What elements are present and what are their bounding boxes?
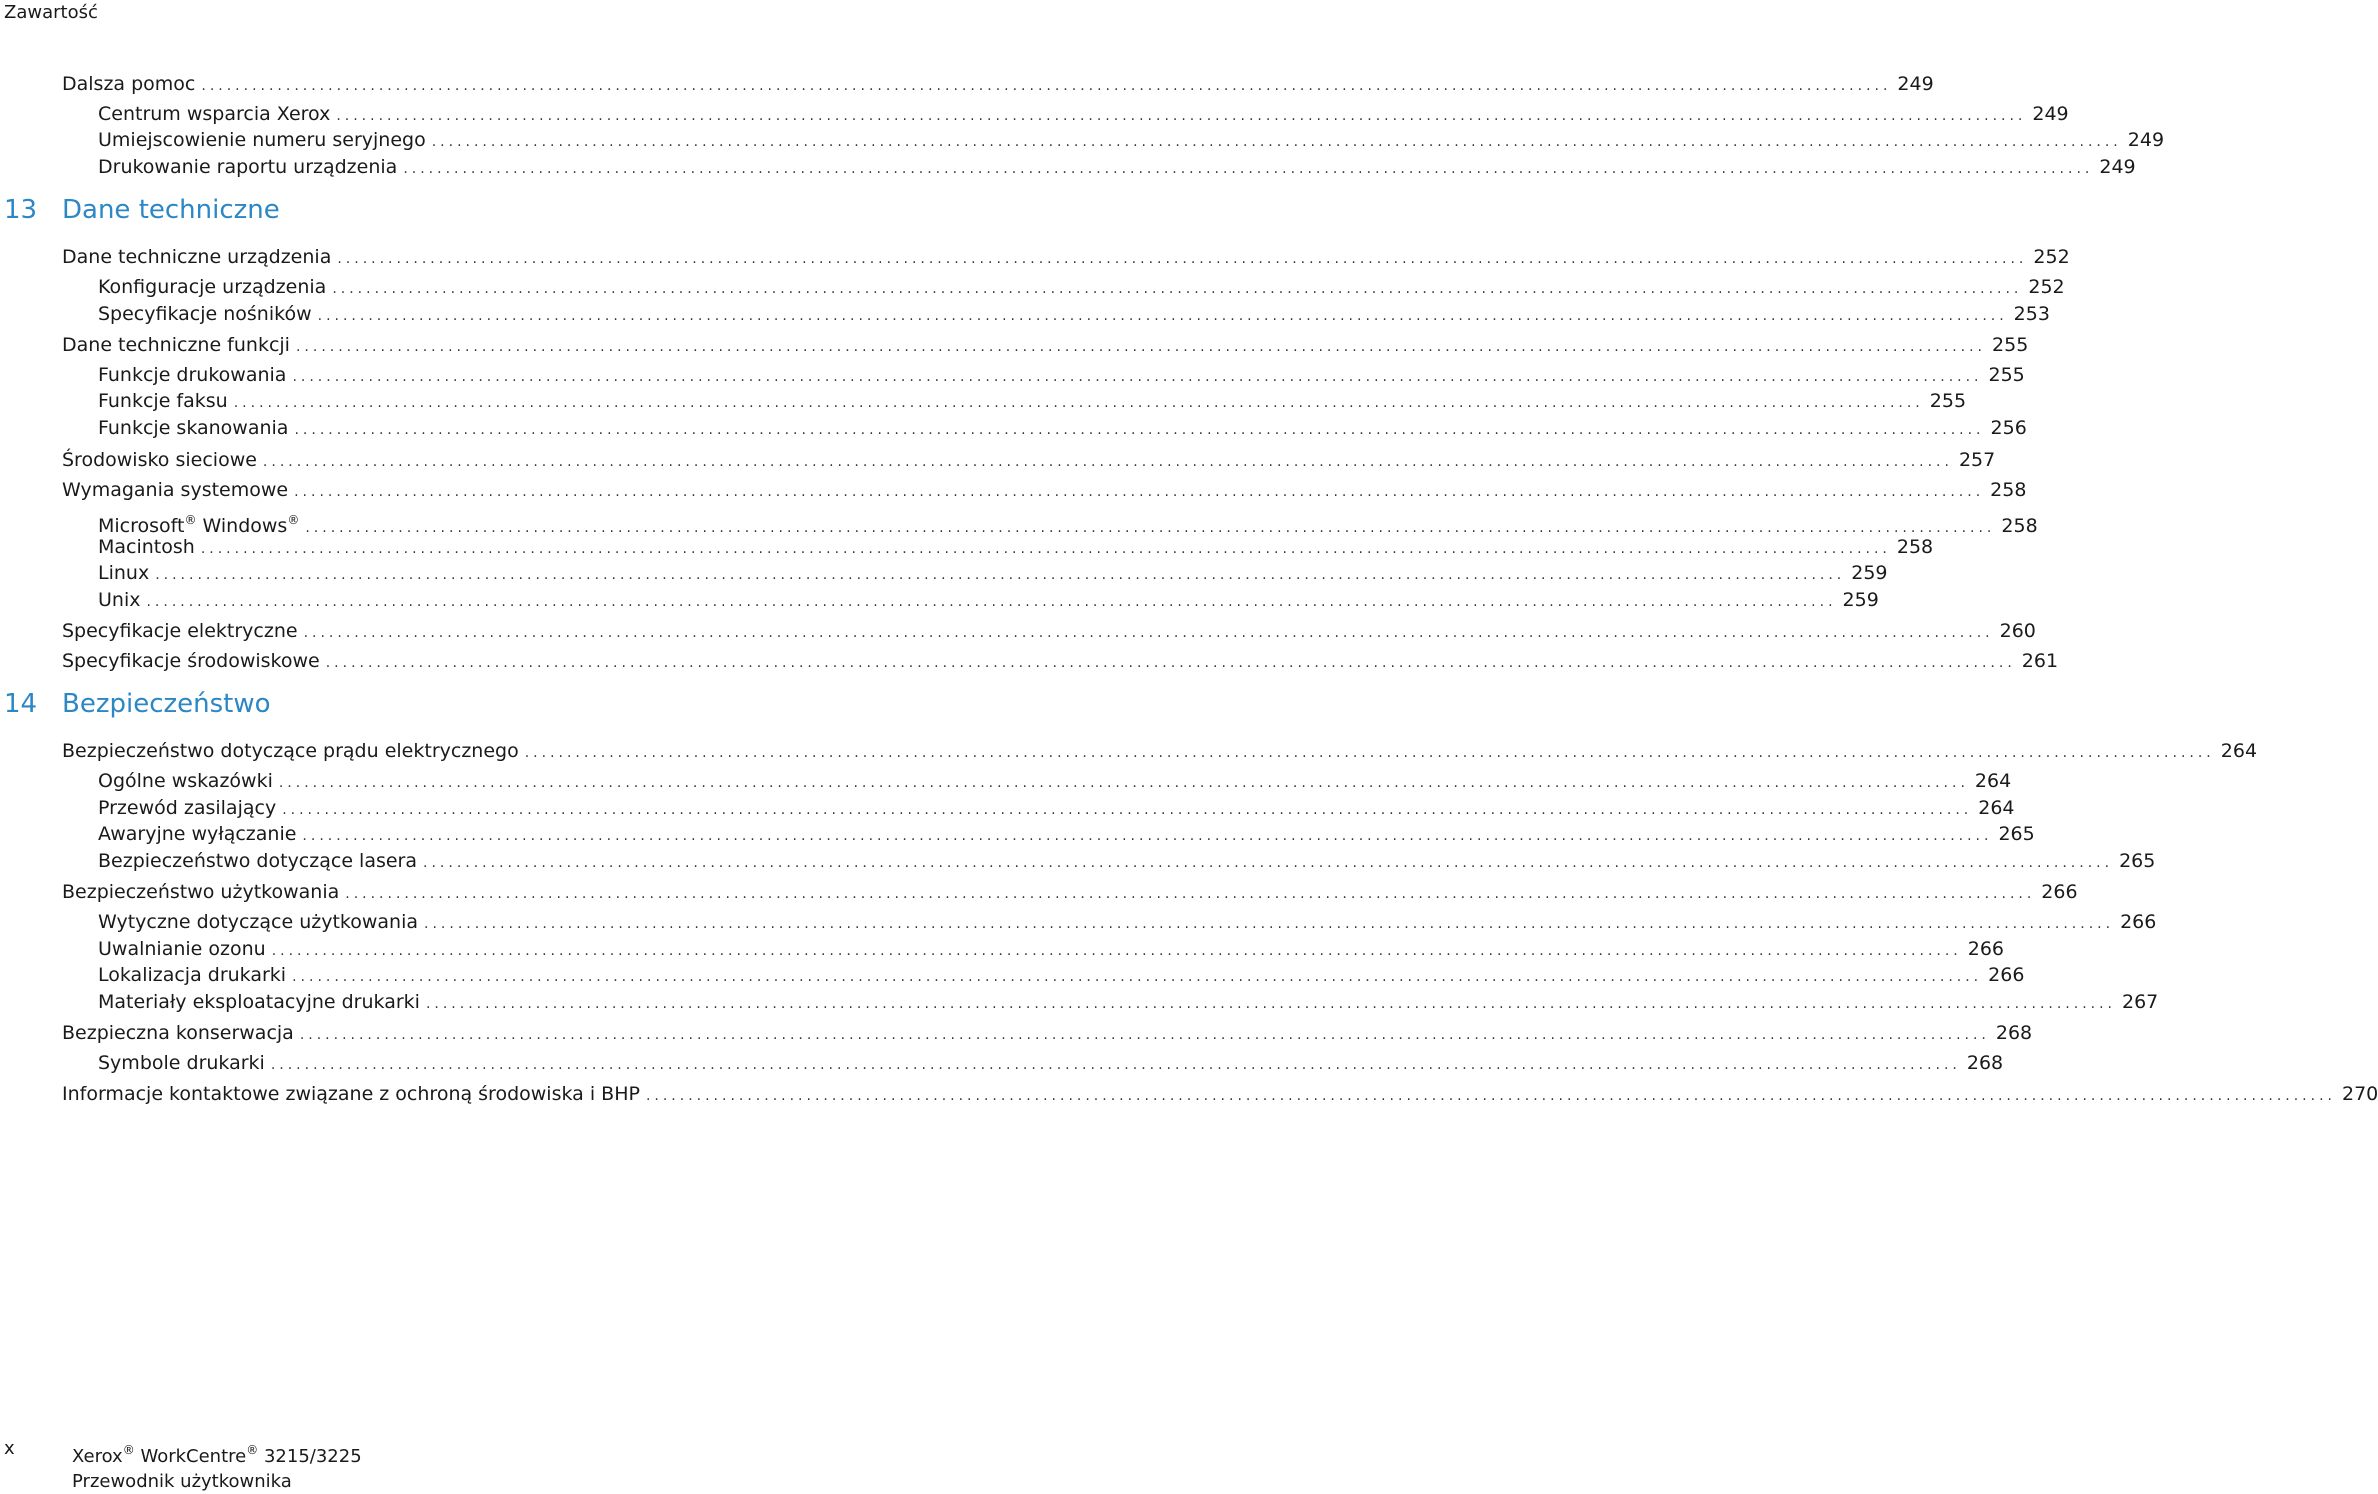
toc-entry-page: 257 xyxy=(1958,449,1996,471)
page-number: x xyxy=(4,1438,15,1459)
leader-dots: ........................................................................................................................................................................................................ xyxy=(345,886,2036,902)
toc-entry[interactable] xyxy=(62,245,2070,271)
leader-dots: ........................................................................................................................................................................................................ xyxy=(299,1027,1990,1043)
leader-dots: ........................................................................................................................................................................................................ xyxy=(200,541,1891,557)
toc-entry-page: 249 xyxy=(2099,156,2136,178)
leader-dots: ........................................................................................................................................................................................................ xyxy=(270,1057,1961,1073)
toc-entry-title: Umiejscowienie numeru seryjnego xyxy=(98,129,426,151)
toc-entry-page: 252 xyxy=(2033,246,2070,268)
toc-entry-page: 252 xyxy=(2028,276,2065,298)
toc-entry-title: Unix xyxy=(98,589,141,611)
toc-entry-page: 270 xyxy=(2341,1083,2378,1105)
toc-entry-title: Ogólne wskazówki xyxy=(98,770,273,792)
toc-entry-page: 268 xyxy=(1995,1022,2033,1044)
toc-entry[interactable] xyxy=(98,937,2005,963)
toc-entry-title: Funkcje drukowania xyxy=(98,364,287,386)
registered-mark: ® xyxy=(122,1443,135,1457)
toc-entry-title: Drukowanie raportu urządzenia xyxy=(98,156,398,178)
toc-entry-page: 255 xyxy=(1988,364,2025,386)
toc-entry[interactable] xyxy=(98,155,2136,181)
toc-entry[interactable] xyxy=(62,478,2027,504)
registered-mark: ® xyxy=(287,513,300,527)
leader-dots: ........................................................................................................................................................................................................ xyxy=(303,625,1994,641)
toc-entry-page: 266 xyxy=(1967,938,2005,960)
toc-entry-page: 259 xyxy=(1842,589,1879,611)
toc-entry[interactable] xyxy=(98,796,2015,822)
toc-entry-title: Uwalnianie ozonu xyxy=(98,938,266,960)
footer-product xyxy=(72,1438,362,1494)
toc-entry-page: 259 xyxy=(1851,562,1888,584)
toc-entry-title: Specyfikacje elektryczne xyxy=(62,620,298,642)
toc-entry-title: Specyfikacje nośników xyxy=(98,303,312,325)
toc-entry-page: 258 xyxy=(2001,515,2038,537)
toc-entry-title: Lokalizacja drukarki xyxy=(98,964,287,986)
toc-entry-title: Środowisko sieciowe xyxy=(62,449,257,471)
toc-entry-title: Bezpieczna konserwacja xyxy=(62,1022,294,1044)
leader-dots: ........................................................................................................................................................................................................ xyxy=(524,745,2215,761)
toc-entry-page: 266 xyxy=(2041,881,2078,903)
leader-dots: ........................................................................................................................................................................................................ xyxy=(201,78,1892,94)
toc-entry-title: Specyfikacje środowiskowe xyxy=(62,650,320,672)
toc-entry-page: 255 xyxy=(1929,390,1967,412)
leader-dots: ........................................................................................................................................................................................................ xyxy=(424,916,2115,932)
footer-brand: Xerox xyxy=(72,1446,123,1467)
toc-entry-title: Dalsza pomoc xyxy=(62,73,196,95)
toc-entry[interactable] xyxy=(98,363,2025,389)
toc-entry[interactable] xyxy=(98,535,1934,561)
toc-entry[interactable] xyxy=(98,963,2025,989)
toc-entry[interactable] xyxy=(62,880,2078,906)
toc-entry-title: Przewód zasilający xyxy=(98,797,277,819)
leader-dots: ........................................................................................................................................................................................................ xyxy=(262,454,1953,470)
toc-entry[interactable] xyxy=(98,910,2157,936)
leader-dots: ........................................................................................................................................................................................................ xyxy=(294,422,1985,438)
toc-entry-page: 249 xyxy=(2127,129,2165,151)
toc-entry-page: 256 xyxy=(1990,417,2027,439)
footer-subtitle: Przewodnik użytkownika xyxy=(72,1471,292,1492)
leader-dots: ........................................................................................................................................................................................................ xyxy=(271,943,1962,959)
toc-entry[interactable] xyxy=(62,1082,2378,1108)
toc-entry[interactable] xyxy=(98,416,2027,442)
toc-entry[interactable] xyxy=(98,849,2156,875)
leader-dots: ........................................................................................................................................................................................................ xyxy=(233,395,1924,411)
toc-entry[interactable] xyxy=(98,389,1967,415)
running-header: Zawartość xyxy=(4,2,98,23)
toc-entry-page: 249 xyxy=(2032,103,2069,125)
toc-entry[interactable] xyxy=(98,102,2069,128)
toc-entry-title-part: Windows xyxy=(202,515,288,537)
toc-entry-title: Dane techniczne urządzenia xyxy=(62,246,332,268)
toc-entry-title: Wymagania systemowe xyxy=(62,479,289,501)
toc-entry[interactable] xyxy=(98,275,2065,301)
toc-entry-title: Linux xyxy=(98,562,150,584)
toc-entry-page: 264 xyxy=(1974,770,2012,792)
toc-entry-title: Awaryjne wyłączanie xyxy=(98,823,297,845)
toc-entry[interactable] xyxy=(62,739,2258,765)
leader-dots: ........................................................................................................................................................................................................ xyxy=(425,996,2116,1012)
toc-entry-page: 267 xyxy=(2122,991,2159,1013)
leader-dots: ........................................................................................................................................................................................................ xyxy=(278,775,1969,791)
registered-mark: ® xyxy=(246,1443,259,1457)
toc-entry-title: Informacje kontaktowe związane z ochroną środowiska i BHP xyxy=(62,1083,640,1105)
toc-entry-page: 265 xyxy=(2119,850,2156,872)
leader-dots: ........................................................................................................................................................................................................ xyxy=(146,594,1837,610)
chapter-heading[interactable] xyxy=(4,688,271,720)
leader-dots: ........................................................................................................................................................................................................ xyxy=(155,567,1846,583)
toc-entry-page: 261 xyxy=(2021,650,2059,672)
leader-dots: ........................................................................................................................................................................................................ xyxy=(403,161,2094,177)
leader-dots: ........................................................................................................................................................................................................ xyxy=(302,828,1993,844)
leader-dots: ........................................................................................................................................................................................................ xyxy=(332,281,2023,297)
chapter-heading[interactable] xyxy=(4,194,280,226)
toc-entry-title: Konfiguracje urządzenia xyxy=(98,276,327,298)
toc-entry[interactable] xyxy=(62,619,2036,645)
toc-entry-title: Dane techniczne funkcji xyxy=(62,334,290,356)
toc-entry[interactable] xyxy=(98,302,2050,328)
leader-dots: ........................................................................................................................................................................................................ xyxy=(325,655,2016,671)
toc-entry[interactable] xyxy=(98,822,2035,848)
leader-dots: ........................................................................................................................................................................................................ xyxy=(292,369,1983,385)
toc-entry-title: Wytyczne dotyczące użytkowania xyxy=(98,911,419,933)
leader-dots: ........................................................................................................................................................................................................ xyxy=(305,520,1996,536)
toc-entry-title: Symbole drukarki xyxy=(98,1052,265,1074)
leader-dots: ........................................................................................................................................................................................................ xyxy=(282,802,1973,818)
toc-entry-page: 249 xyxy=(1897,73,1934,95)
toc-entry-page: 258 xyxy=(1990,479,2027,501)
footer-product-name: WorkCentre xyxy=(140,1446,247,1467)
leader-dots: ........................................................................................................................................................................................................ xyxy=(317,308,2008,324)
leader-dots: ........................................................................................................................................................................................................ xyxy=(295,339,1987,355)
toc-entry-title: Funkcje faksu xyxy=(98,390,228,412)
leader-dots: ........................................................................................................................................................................................................ xyxy=(431,134,2122,150)
toc-entry-title: Macintosh xyxy=(98,536,195,558)
toc-entry[interactable] xyxy=(98,588,1879,614)
toc-entry-page: 264 xyxy=(2220,740,2258,762)
toc-entry-title: Bezpieczeństwo użytkowania xyxy=(62,881,340,903)
toc-entry-page: 266 xyxy=(1988,964,2025,986)
registered-mark: ® xyxy=(184,513,197,527)
toc-entry[interactable] xyxy=(98,1051,2004,1077)
toc-entry-title: Centrum wsparcia Xerox xyxy=(98,103,331,125)
toc-entry[interactable] xyxy=(98,990,2159,1016)
toc-entry-page: 258 xyxy=(1896,536,1934,558)
toc-entry-page: 266 xyxy=(2120,911,2157,933)
leader-dots: ........................................................................................................................................................................................................ xyxy=(292,969,1983,985)
toc-entry[interactable] xyxy=(62,448,1996,474)
toc-entry[interactable] xyxy=(62,333,2029,359)
leader-dots: ........................................................................................................................................................................................................ xyxy=(645,1088,2336,1104)
chapter-number: 13 xyxy=(4,195,38,225)
leader-dots: ........................................................................................................................................................................................................ xyxy=(294,484,1985,500)
toc-entry[interactable] xyxy=(62,649,2059,675)
chapter-number: 14 xyxy=(4,689,38,719)
chapter-title: Dane techniczne xyxy=(62,195,280,225)
toc-entry-page: 265 xyxy=(1998,823,2035,845)
toc-entry[interactable] xyxy=(98,769,2012,795)
footer-model: 3215/3225 xyxy=(263,1446,362,1467)
toc-entry[interactable] xyxy=(98,128,2165,154)
toc-entry-title: Bezpieczeństwo dotyczące lasera xyxy=(98,850,418,872)
leader-dots: ........................................................................................................................................................................................................ xyxy=(423,855,2114,871)
toc-entry-title-part: Microsoft xyxy=(98,515,185,537)
toc-entry[interactable] xyxy=(98,561,1888,587)
toc-entry-title: Funkcje skanowania xyxy=(98,417,289,439)
toc-entry-title xyxy=(98,508,305,538)
leader-dots: ........................................................................................................................................................................................................ xyxy=(336,108,2027,124)
toc-entry[interactable] xyxy=(62,1021,2033,1047)
footer-product-line xyxy=(72,1438,362,1469)
toc-entry-title: Bezpieczeństwo dotyczące prądu elektrycznego xyxy=(62,740,519,762)
toc-entry[interactable] xyxy=(62,72,1934,98)
toc-entry-page: 255 xyxy=(1992,334,2029,356)
toc-entry-page: 253 xyxy=(2013,303,2050,325)
toc-entry-page: 264 xyxy=(1978,797,2015,819)
toc-entry-page: 268 xyxy=(1966,1052,2004,1074)
toc-entry-page: 260 xyxy=(1999,620,2036,642)
leader-dots: ........................................................................................................................................................................................................ xyxy=(337,251,2028,267)
toc-entry-title: Materiały eksploatacyjne drukarki xyxy=(98,991,420,1013)
chapter-title: Bezpieczeństwo xyxy=(62,689,271,719)
